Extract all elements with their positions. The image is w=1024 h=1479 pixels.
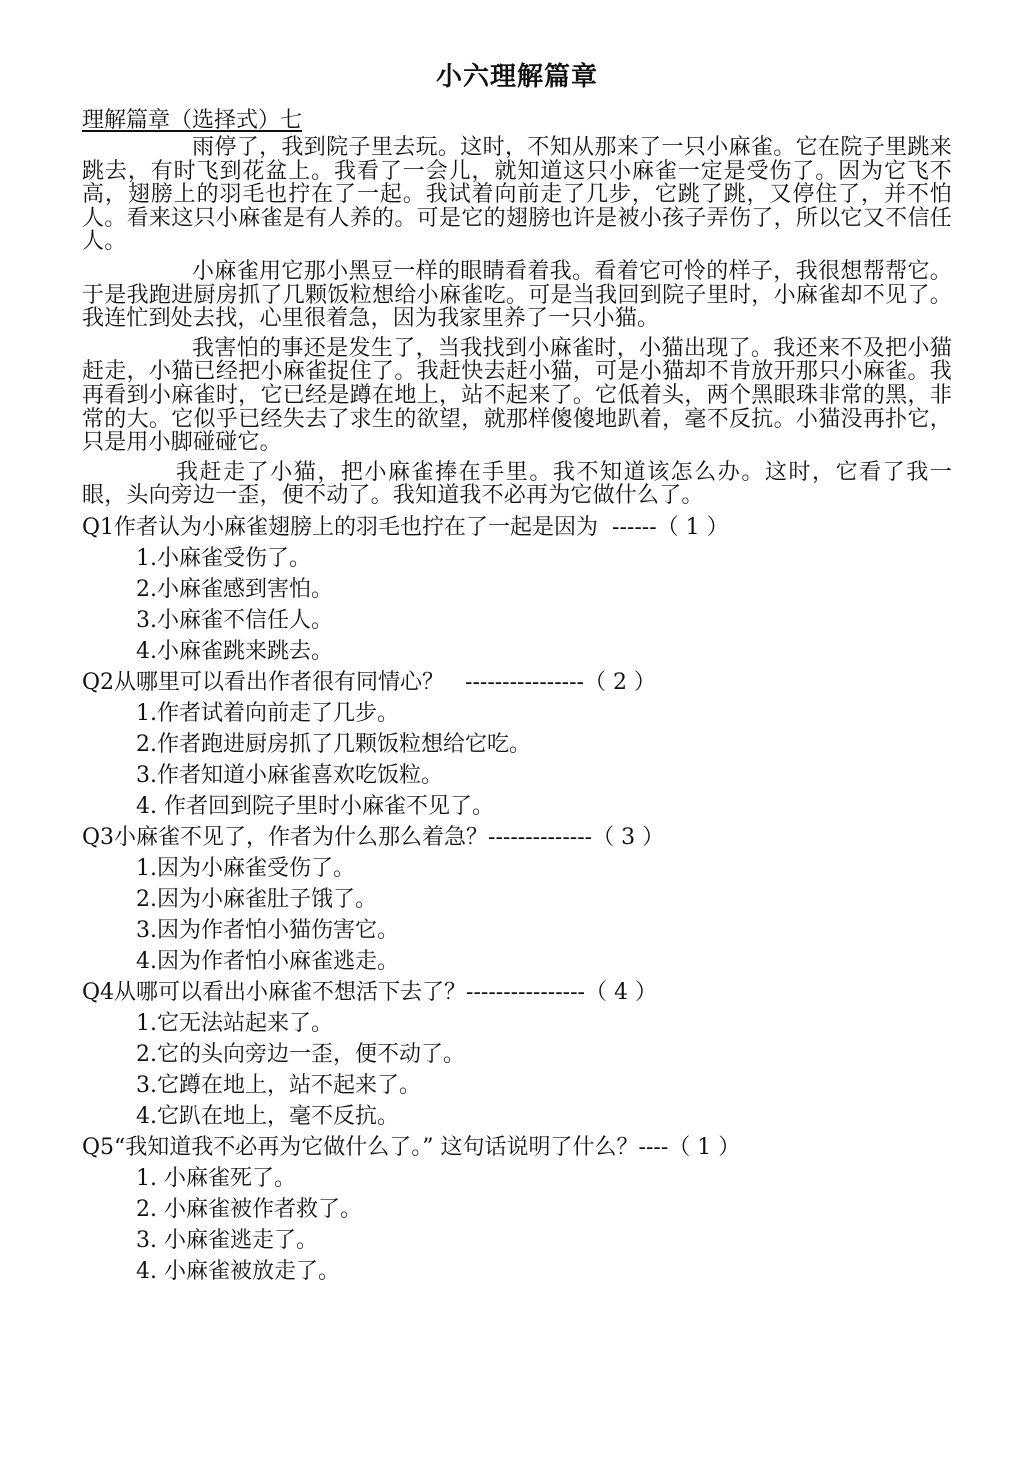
question-text: Q5“我知道我不必再为它做什么了。” 这句话说明了什么？----（ 1 ） (82, 1134, 741, 1160)
page-title: 小六理解篇章 (435, 62, 598, 92)
option-item: 4.小麻雀跳来跳去。 (136, 638, 333, 664)
option-item: 1.小麻雀受伤了。 (136, 545, 311, 571)
option-item: 4. 小麻雀被放走了。 (136, 1258, 340, 1284)
passage-paragraph-1: 雨停了，我到院子里去玩。这时，不知从那来了一只小麻雀。它在院子里跳来跳去，有时飞到花盆上。我看了一会儿，就知道这只小麻雀一定是受伤了。因为它飞不高，翅膀上的羽毛也拧在了一起。我试着向前走了几步，它跳了跳，又停住了，并不怕人。看来这只小麻雀是有人养的。可是它的翅膀也许是被小孩子弄伤了，所以它又不信任人。 (82, 135, 952, 255)
option-list (82, 1163, 952, 1287)
reading-passage (82, 136, 952, 508)
question-5 (82, 1132, 952, 1287)
question-text: Q1作者认为小麻雀翅膀上的羽毛也拧在了一起是因为 ------（ 1 ） (82, 514, 729, 540)
option-item: 2.小麻雀感到害怕。 (136, 576, 333, 602)
option-list (82, 853, 952, 977)
option-item: 4.它趴在地上，毫不反抗。 (136, 1103, 399, 1129)
option-item: 3.作者知道小麻雀喜欢吃饭粒。 (136, 762, 443, 788)
question-text: Q3小麻雀不见了，作者为什么那么着急？--------------（ 3 ） (82, 824, 665, 850)
question-3 (82, 822, 952, 977)
question-4 (82, 977, 952, 1132)
question-text: Q2从哪里可以看出作者很有同情心？ ----------------（ 2 ） (82, 669, 656, 695)
option-item: 1.它无法站起来了。 (136, 1010, 333, 1036)
option-item: 1.作者试着向前走了几步。 (136, 700, 399, 726)
question-list (82, 512, 952, 1287)
option-item: 3. 小麻雀逃走了。 (136, 1227, 318, 1253)
option-item: 1. 小麻雀死了。 (136, 1165, 296, 1191)
option-item: 3.小麻雀不信任人。 (136, 607, 333, 633)
section-subtitle: 理解篇章（选择式）七 (82, 108, 303, 133)
option-item: 2.作者跑进厨房抓了几颗饭粒想给它吃。 (136, 731, 531, 757)
question-1 (82, 512, 952, 667)
option-item: 4. 作者回到院子里时小麻雀不见了。 (136, 793, 494, 819)
option-list (82, 543, 952, 667)
option-item: 2.它的头向旁边一歪，便不动了。 (136, 1041, 465, 1067)
passage-paragraph-4: 我赶走了小猫，把小麻雀捧在手里。我不知道该怎么办。这时，它看了我一眼，头向旁边一歪，便不动了。我知道我不必再为它做什么了。 (82, 459, 952, 509)
passage-paragraph-2: 小麻雀用它那小黑豆一样的眼睛看着我。看着它可怜的样子，我很想帮帮它。于是我跑进厨房抓了几颗饭粒想给小麻雀吃。可是当我回到院子里时，小麻雀却不见了。我连忙到处去找，心里很着急，因为我家里养了一只小猫。 (82, 258, 952, 332)
question-2 (82, 667, 952, 822)
option-item: 1.因为小麻雀受伤了。 (136, 855, 355, 881)
option-list (82, 1008, 952, 1132)
worksheet-page (82, 60, 952, 1287)
option-item: 4.因为作者怕小麻雀逃走。 (136, 948, 399, 974)
option-item: 3.因为作者怕小猫伤害它。 (136, 917, 399, 943)
option-item: 2.因为小麻雀肚子饿了。 (136, 886, 377, 912)
option-list (82, 698, 952, 822)
question-text: Q4从哪可以看出小麻雀不想活下去了？----------------（ 4 ） (82, 979, 657, 1005)
option-item: 2. 小麻雀被作者救了。 (136, 1196, 362, 1222)
passage-paragraph-3: 我害怕的事还是发生了，当我找到小麻雀时，小猫出现了。我还来不及把小猫赶走，小猫已经把小麻雀捉住了。我赶快去赶小猫，可是小猫却不肯放开那只小麻雀。我再看到小麻雀时，它已经是蹲在地上，站不起来了。它低着头，两个黑眼珠非常的黑，非常的大。它似乎已经失去了求生的欲望，就那样傻傻地趴着，毫不反抗。小猫没再扑它，只是用小脚碰碰它。 (82, 335, 952, 456)
option-item: 3.它蹲在地上，站不起来了。 (136, 1072, 421, 1098)
